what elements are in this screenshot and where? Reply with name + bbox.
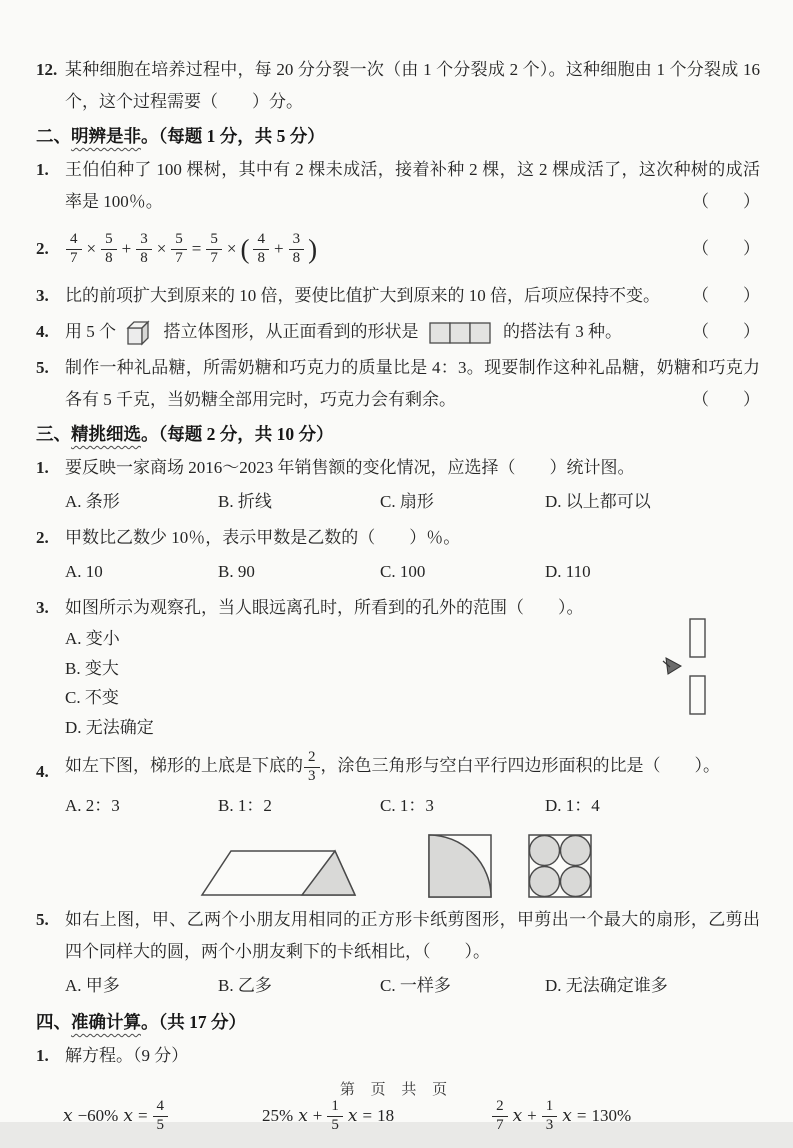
answer-parentheses: （ ） <box>692 390 760 409</box>
option-c: C. 不变 <box>65 688 119 707</box>
answer-parentheses: （ ） <box>692 239 760 258</box>
option-c: C. 1：3 <box>380 796 434 815</box>
question-text-mid: 搭立体图形，从正面看到的形状是 <box>163 322 419 341</box>
option-d: D. 1：4 <box>545 796 600 815</box>
question-text-pre: 如左下图，梯形的上底是下底的 <box>65 756 303 775</box>
square-quarter-circle-figure <box>428 834 492 898</box>
mc-question-3 <box>36 592 760 742</box>
option-c: C. 扇形 <box>380 492 434 511</box>
option-a: A. 2：3 <box>65 796 120 815</box>
question-number: 2. <box>36 528 49 547</box>
two-slits-figure <box>660 618 708 718</box>
section3-prefix: 三、 <box>36 424 71 444</box>
question-text: 某种细胞在培养过程中，每 20 分分裂一次（由 1 个分裂成 2 个）。这种细胞由 1 个分裂成 16 个，这个过程需要（ ）分。 <box>65 60 760 111</box>
question-text-post: ，涂色三角形与空白平行四边形面积的比是（ ）。 <box>320 756 720 775</box>
option-a: A. 变小 <box>65 629 120 648</box>
tf-question-2 <box>36 224 760 274</box>
section4-prefix: 四、 <box>36 1012 71 1032</box>
section4-title: 准确计算 <box>71 1012 141 1032</box>
trapezoid-shaded-triangle-figure <box>200 848 358 898</box>
three-squares-row-icon <box>429 322 493 344</box>
subtitle-text: 解方程。（9 分） <box>65 1046 189 1065</box>
mc-question-4-figures <box>36 826 760 898</box>
section3-title: 精挑细选 <box>71 424 141 444</box>
question-number: 4. <box>36 322 49 341</box>
question-text-post: 的搭法有 3 种。 <box>503 322 622 341</box>
section2-header <box>36 120 760 152</box>
option-b: B. 90 <box>218 562 255 581</box>
question-text-pre: 用 5 个 <box>65 322 116 341</box>
option-d: D. 无法确定 <box>65 717 154 737</box>
section2-prefix: 二、 <box>36 126 71 146</box>
option-d: D. 无法确定谁多 <box>545 976 668 995</box>
question-number: 4. <box>36 762 49 781</box>
mc-question-5-options <box>36 970 760 1002</box>
section4-period: 。 <box>141 1012 159 1032</box>
mc-question-2-options <box>36 556 760 588</box>
mc-question-1 <box>36 452 760 484</box>
answer-parentheses: （ ） <box>692 286 760 305</box>
question-text: 王伯伯种了 100 棵树，其中有 2 棵未成活，接着补种 2 棵，这 2 棵成活了，这次种树的成活率是 100％。 <box>65 160 760 211</box>
question-number: 1. <box>36 458 49 477</box>
option-c: C. 100 <box>380 562 426 581</box>
option-b: B. 折线 <box>218 492 272 511</box>
section3-score: （每题 2 分，共 10 分） <box>158 424 334 444</box>
section2-title: 明辨是非 <box>71 126 141 146</box>
question-text: 要反映一家商场 2016～2023 年销售额的变化情况，应选择（ ）统计图。 <box>65 458 635 477</box>
section4-score: （共 17 分） <box>158 1012 246 1032</box>
mc-question-4 <box>36 744 760 788</box>
question-number: 1. <box>36 160 49 179</box>
tf-question-5 <box>36 352 760 416</box>
mc-question-5 <box>36 904 760 968</box>
page-footer: 第 页 共 页 <box>339 1082 454 1098</box>
question-number: 3. <box>36 286 49 305</box>
question-text: 如图所示为观察孔，当人眼远离孔时，所看到的孔外的范围（ ）。 <box>65 598 584 617</box>
question-number: 3. <box>36 598 49 617</box>
option-d: D. 以上都可以 <box>545 492 651 511</box>
option-d: D. 110 <box>545 562 591 581</box>
question-number: 1. <box>36 1046 49 1065</box>
mc-question-2 <box>36 522 760 554</box>
tf-question-4 <box>36 314 760 350</box>
question-number: 5. <box>36 910 49 929</box>
question-text: 甲数比乙数少 10％，表示甲数是乙数的（ ）％。 <box>65 528 461 547</box>
mc-question-3-options <box>65 624 760 742</box>
answer-parentheses: （ ） <box>692 322 760 341</box>
question-number: 5. <box>36 358 49 377</box>
option-b: B. 1：2 <box>218 796 272 815</box>
mc-question-1-options <box>36 486 760 518</box>
section3-period: 。 <box>141 424 159 444</box>
question-number: 12. <box>36 60 58 79</box>
option-a: A. 条形 <box>65 492 120 511</box>
option-a: A. 甲多 <box>65 976 120 995</box>
eye-icon <box>663 658 681 674</box>
fraction-equation: $\frac{4}{7}$ × $\frac{5}{8}$ + $\frac{3}{8}$ × $\frac{5}{7}$ = $\frac{5}{7}$ × ( $\frac{4}{8}$ + $\frac{3}{8}$ ) <box>65 231 317 267</box>
answer-parentheses: （ ） <box>692 192 760 211</box>
question-number: 2. <box>36 239 49 258</box>
option-b: B. 乙多 <box>218 976 272 995</box>
option-b: B. 变大 <box>65 658 119 678</box>
square-four-circles-figure <box>528 834 592 898</box>
tf-question-3 <box>36 280 760 312</box>
option-a: A. 10 <box>65 562 103 581</box>
fraction: $\frac{2}{3}$ <box>303 749 321 785</box>
mc-question-4-options <box>36 790 760 822</box>
section4-header <box>36 1006 760 1038</box>
equation-3: $\frac{2}{7}$ x + $\frac{1}{3}$ x = 130% <box>491 1098 632 1134</box>
section2-period: 。 <box>141 126 159 146</box>
cube-icon <box>126 320 153 346</box>
equation-2: 25% x + $\frac{1}{5}$ x = 18 <box>262 1098 395 1133</box>
option-c: C. 一样多 <box>380 976 451 995</box>
question-text: 制作一种礼品糖，所需奶糖和巧克力的质量比是 4：3。现要制作这种礼品糖，奶糖和巧克力各有 5 千克，当奶糖全部用完时，巧克力会有剩余。 <box>65 358 760 409</box>
equation-1: x −60% x = $\frac{4}{5}$ <box>62 1098 169 1134</box>
calc-subtitle <box>36 1040 760 1072</box>
tf-question-1 <box>36 154 760 218</box>
section2-score: （每题 1 分，共 5 分） <box>158 126 325 146</box>
question-12 <box>36 54 760 118</box>
question-text: 如右上图，甲、乙两个小朋友用相同的正方形卡纸剪图形，甲剪出一个最大的扇形，乙剪出四个同样大的圆，两个小朋友剩下的卡纸相比，（ ）。 <box>65 910 760 961</box>
question-text: 比的前项扩大到原来的 10 倍，要使比值扩大到原来的 10 倍，后项应保持不变。 <box>65 286 660 305</box>
section3-header <box>36 418 760 450</box>
